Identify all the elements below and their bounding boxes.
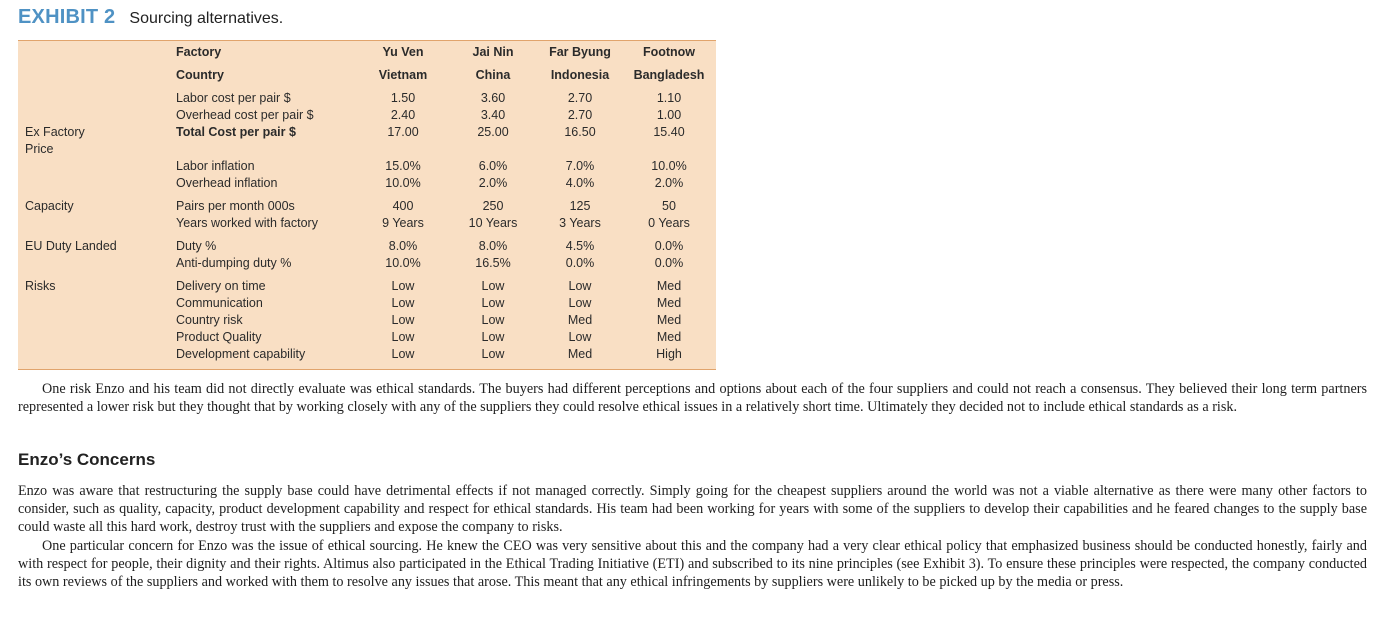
- header-label: Country: [176, 68, 224, 82]
- table-cell: Med: [656, 330, 682, 344]
- table-cell: 17.00: [387, 125, 419, 139]
- exhibit-label: EXHIBIT 2: [18, 6, 116, 28]
- header-cell: Footnow: [642, 45, 696, 59]
- table-cell: 8.0%: [388, 239, 418, 253]
- table-cell: 6.0%: [478, 159, 508, 173]
- row-label: Labor cost per pair $: [176, 91, 291, 105]
- table-cell: 0.0%: [654, 256, 684, 270]
- table-cell: 1.50: [390, 91, 416, 105]
- table-cell: 1.10: [656, 91, 682, 105]
- table-cell: High: [656, 347, 682, 361]
- table-cell: Low: [481, 296, 505, 310]
- row-label: Duty %: [176, 239, 217, 253]
- table-cell: 16.50: [564, 125, 596, 139]
- row-label: Pairs per month 000s: [176, 199, 295, 213]
- row-label: Product Quality: [176, 330, 262, 344]
- table-cell: Low: [481, 279, 505, 293]
- table-cell: 0.0%: [565, 256, 595, 270]
- table-cell: 400: [392, 199, 414, 213]
- table-cell: Low: [481, 330, 505, 344]
- header-cell: Indonesia: [550, 68, 610, 82]
- table-cell: Low: [481, 313, 505, 327]
- category-label: Capacity: [25, 199, 74, 213]
- table-cell: Med: [656, 279, 682, 293]
- table-cell: 250: [482, 199, 504, 213]
- row-label: Development capability: [176, 347, 306, 361]
- exhibit-header: [18, 6, 283, 30]
- table-cell: Low: [391, 296, 415, 310]
- sourcing-table: [18, 40, 716, 370]
- category-label: Ex Factory Price: [25, 125, 85, 156]
- table-cell: 0 Years: [648, 216, 690, 230]
- table-cell: 10 Years: [468, 216, 518, 230]
- row-label: Anti-dumping duty %: [176, 256, 292, 270]
- table-cell: 25.00: [477, 125, 509, 139]
- sourcing-table-grid: [18, 41, 716, 369]
- table-cell: 0.0%: [654, 239, 684, 253]
- table-cell: 15.40: [653, 125, 685, 139]
- header-cell: Vietnam: [378, 68, 428, 82]
- table-cell: Low: [568, 279, 592, 293]
- row-label: Country risk: [176, 313, 243, 327]
- table-cell: 4.0%: [565, 176, 595, 190]
- header-cell: Jai Nin: [472, 45, 514, 59]
- header-cell: China: [475, 68, 511, 82]
- table-cell: Med: [656, 296, 682, 310]
- table-cell: 10.0%: [651, 159, 687, 173]
- table-cell: 2.70: [567, 91, 593, 105]
- table-cell: 7.0%: [565, 159, 595, 173]
- table-cell: 16.5%: [475, 256, 511, 270]
- exhibit-caption: Sourcing alternatives.: [129, 10, 284, 27]
- header-cell: Yu Ven: [382, 45, 424, 59]
- paragraph-supply-base: Enzo was aware that restructuring the supply base could have detrimental effects if not managed correctly. Simply going for the cheapest suppliers around the world was not a viable alternative as there were many other factors to consider, such as quality, capacity, product development capability and respect for ethical standards. His team had been working for years with some of the suppliers to develop their capabilities and he feared changes to the supply base could waste all this hard work, destroy trust with the suppliers and expose the company to risks.: [18, 483, 1367, 535]
- table-cell: 4.5%: [565, 239, 595, 253]
- table-cell: 9 Years: [382, 216, 424, 230]
- table-cell: Low: [568, 330, 592, 344]
- table-cell: 2.70: [567, 108, 593, 122]
- table-cell: Low: [391, 279, 415, 293]
- table-cell: 3 Years: [559, 216, 601, 230]
- table-cell: 10.0%: [385, 256, 421, 270]
- section-heading: Enzo’s Concerns: [18, 450, 156, 469]
- table-cell: Low: [391, 313, 415, 327]
- header-label: Factory: [176, 45, 222, 59]
- table-cell: 15.0%: [385, 159, 421, 173]
- table-cell: Med: [567, 347, 593, 361]
- table-cell: Low: [391, 347, 415, 361]
- table-cell: 8.0%: [478, 239, 508, 253]
- table-cell: 2.40: [390, 108, 416, 122]
- table-cell: 1.00: [656, 108, 682, 122]
- table-cell: 3.60: [480, 91, 506, 105]
- header-cell: Far Byung: [549, 45, 611, 59]
- header-cell: Bangladesh: [633, 68, 705, 82]
- row-label: Overhead inflation: [176, 176, 278, 190]
- row-label: Communication: [176, 296, 263, 310]
- table-cell: Med: [656, 313, 682, 327]
- row-label: Years worked with factory: [176, 216, 318, 230]
- category-label: EU Duty Landed: [25, 239, 117, 253]
- table-cell: Low: [391, 330, 415, 344]
- table-cell: 2.0%: [654, 176, 684, 190]
- table-cell: Med: [567, 313, 593, 327]
- row-label: Labor inflation: [176, 159, 255, 173]
- paragraph-ethical-risk: One risk Enzo and his team did not directly evaluate was ethical standards. The buyers had different perceptions and options about each of the four suppliers and could not reach a consensus. They believed their long term partners represented a lower risk but they thought that by working closely with any of the suppliers they could resolve ethical issues in a relatively short time. Ultimately they decided not to include ethical standards as a risk.: [18, 381, 1367, 415]
- row-label: Delivery on time: [176, 279, 266, 293]
- table-cell: 50: [662, 199, 676, 213]
- table-cell: 3.40: [480, 108, 506, 122]
- table-cell: Low: [568, 296, 592, 310]
- table-cell: 10.0%: [385, 176, 421, 190]
- table-cell: Low: [481, 347, 505, 361]
- paragraph-ethical-sourcing: One particular concern for Enzo was the issue of ethical sourcing. He knew the CEO was very sensitive about this and the company had a very clear ethical policy that emphasized business should be conducted honestly, fairly and with respect for people, their dignity and their rights. Altimus also participated in the Ethical Trading Initiative (ETI) and subscribed to its nine principles (see Exhibit 3). To ensure these principles were respected, the company conducted its own reviews of the suppliers and worked with them to resolve any issues that arose. This meant that any ethical infringements by suppliers were unlikely to be picked up by the media or press.: [18, 538, 1367, 590]
- table-cell: 2.0%: [478, 176, 508, 190]
- row-label: Overhead cost per pair $: [176, 108, 314, 122]
- table-cell: 125: [569, 199, 591, 213]
- row-label: Total Cost per pair $: [176, 125, 296, 139]
- category-label: Risks: [25, 279, 56, 293]
